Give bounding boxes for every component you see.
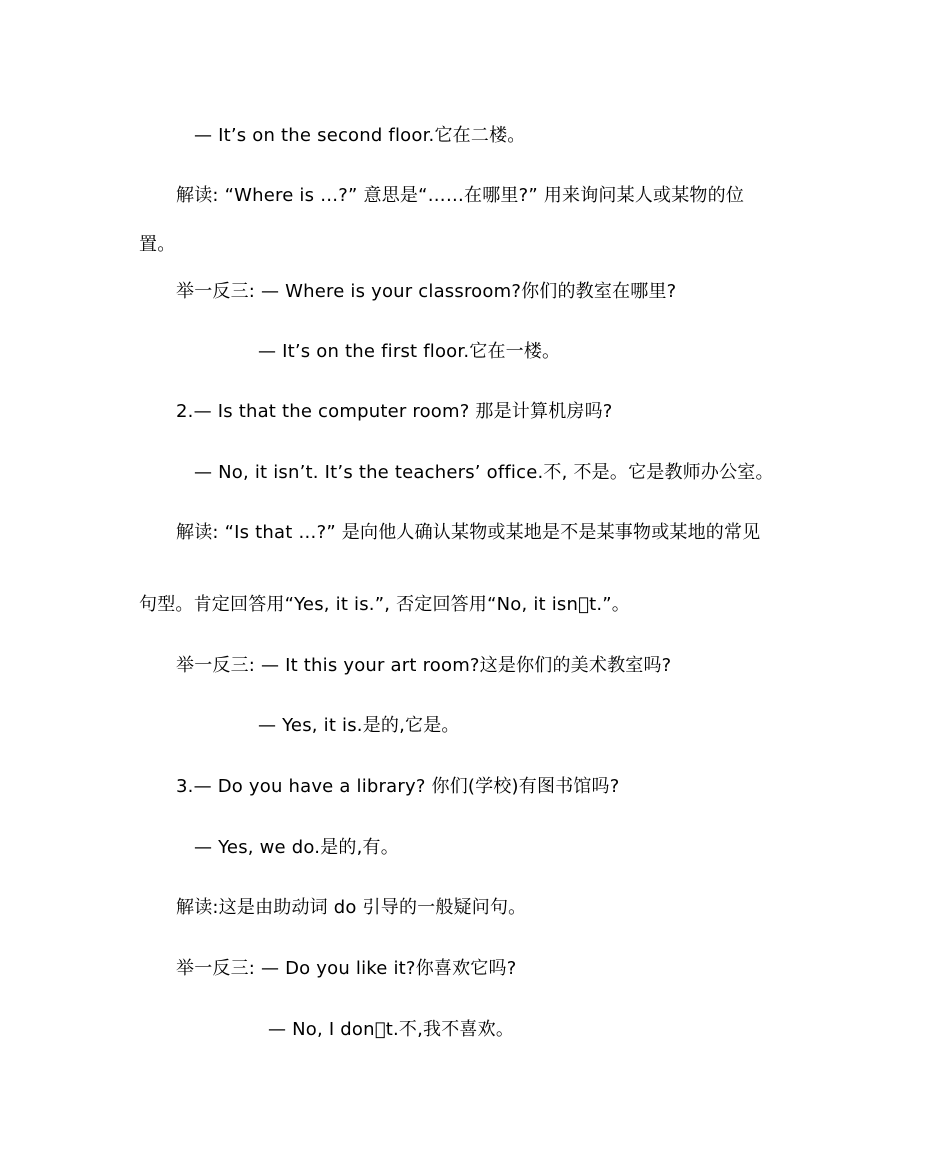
practice-answer-line: — No, I don t.不,我不喜欢。 — [268, 1019, 515, 1040]
practice-question-line: 举一反三: — Where is your classroom?你们的教室在哪里? — [176, 281, 677, 302]
dialogue-answer-line: — Yes, we do.是的,有。 — [194, 837, 399, 858]
explanation-line: 解读:这是由助动词 do 引导的一般疑问句。 — [176, 897, 527, 918]
dialogue-answer-line: — No, it isn’t. It’s the teachers’ office.不, 不是。它是教师办公室。 — [194, 462, 774, 483]
explanation-continuation-line: 置。 — [139, 234, 176, 255]
practice-answer-line: — It’s on the first floor.它在一楼。 — [258, 341, 561, 362]
dialogue-question-line: 2.— Is that the computer room? 那是计算机房吗? — [176, 401, 613, 422]
explanation-line: 解读: “Where is …?” 意思是“……在哪里?” 用来询问某人或某物的位 — [176, 185, 745, 206]
practice-question-line: 举一反三: — It this your art room?这是你们的美术教室吗? — [176, 655, 672, 676]
dialogue-question-line: 3.— Do you have a library? 你们(学校)有图书馆吗? — [176, 776, 620, 797]
practice-answer-line: — Yes, it is.是的,它是。 — [258, 715, 460, 736]
explanation-line: 解读: “Is that …?” 是向他人确认某物或某地是不是某事物或某地的常见 — [176, 522, 761, 543]
dialogue-answer-line: — It’s on the second floor.它在二楼。 — [194, 125, 526, 146]
explanation-continuation-line: 句型。肯定回答用“Yes, it is.”, 否定回答用“No, it isn t.”。 — [139, 594, 630, 615]
practice-question-line: 举一反三: — Do you like it?你喜欢它吗? — [176, 958, 517, 979]
